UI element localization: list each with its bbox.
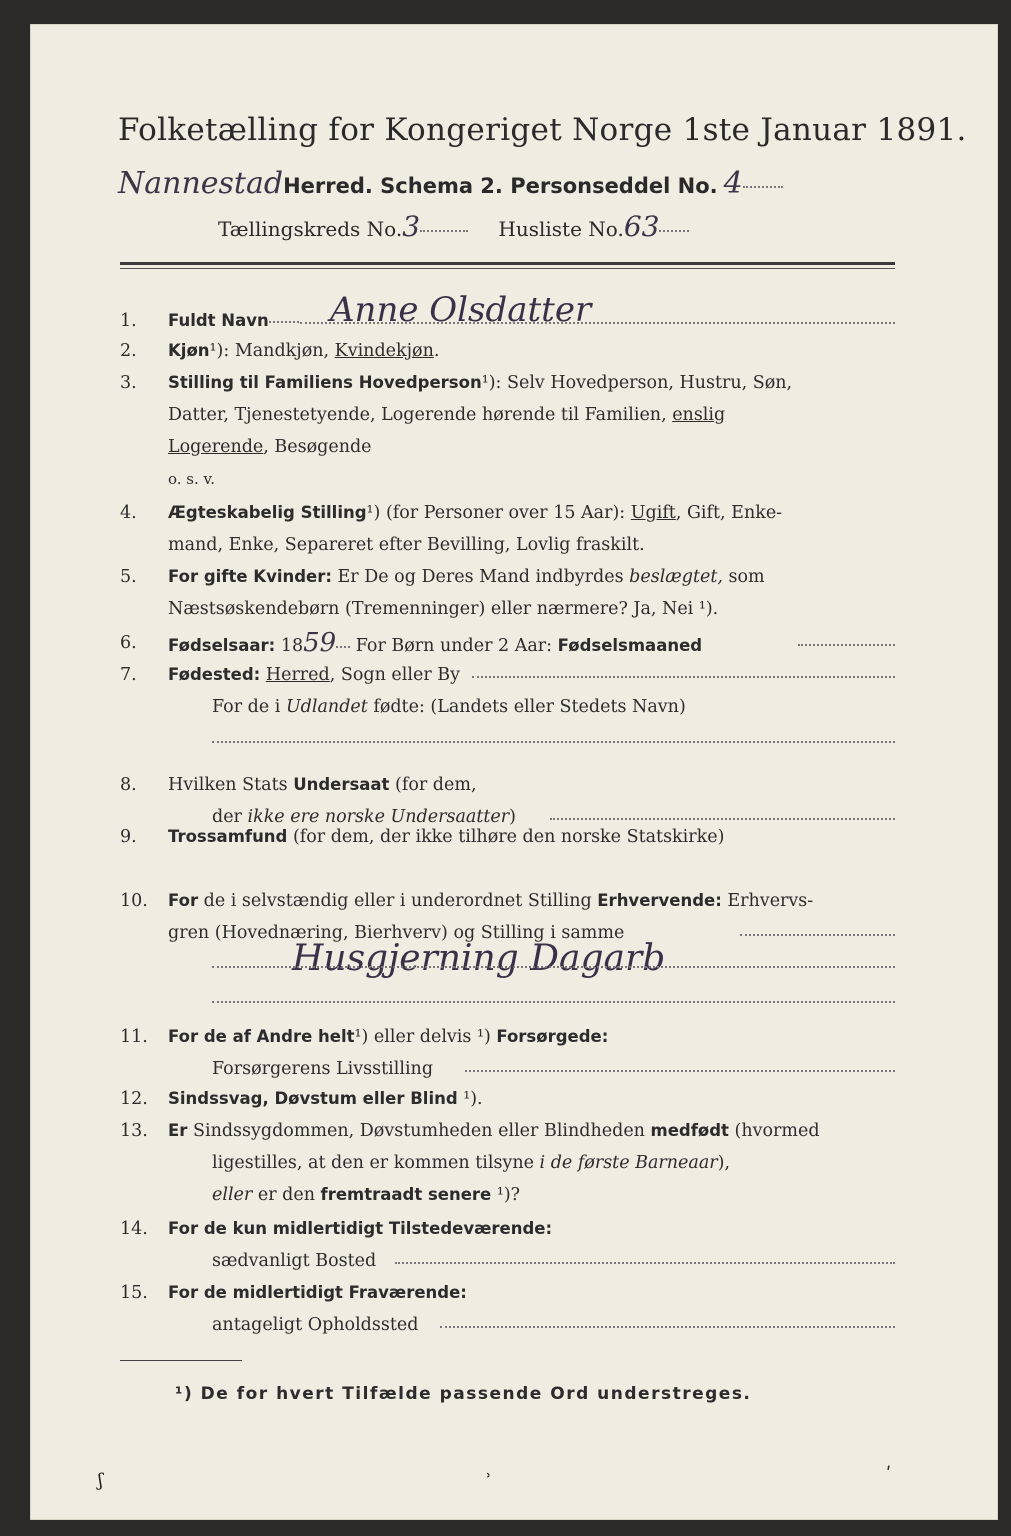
- full-name-line: [300, 322, 895, 324]
- item-text: (for dem,: [389, 775, 477, 795]
- item-label: For: [168, 891, 199, 910]
- item-label: Erhvervende:: [597, 891, 722, 910]
- item-text: For Børn under 2 Aar:: [350, 636, 558, 656]
- item-text: Datter, Tjenestetyende, Logerende hørende til Familien,: [168, 405, 673, 425]
- item-number: 9.: [120, 827, 137, 847]
- item-label: Er: [168, 1121, 188, 1140]
- item-text: (hvormed: [728, 1121, 820, 1141]
- item-label: For gifte Kvinder:: [168, 567, 332, 586]
- item-number: 3.: [120, 373, 137, 393]
- tellingskreds-label: Tællingskreds No.: [218, 217, 403, 241]
- item-text: antageligt Opholdssted: [212, 1315, 419, 1335]
- selected-option: Ugift: [630, 503, 676, 523]
- birth-year-handwritten: 59: [303, 628, 337, 658]
- tellingskreds-number: 3: [402, 210, 421, 243]
- husliste-label: Husliste No.: [498, 217, 624, 241]
- item-text: Hvilken Stats: [168, 775, 288, 795]
- item-label: For de midlertidigt Fraværende:: [168, 1283, 467, 1302]
- item-text: ikke ere norske Undersaatter: [247, 807, 510, 827]
- item-text: Udlandet: [285, 697, 368, 717]
- item-text: ¹)?: [491, 1185, 521, 1205]
- item-number: 14.: [120, 1219, 148, 1239]
- item-text: Næstsøskendebørn (Tremenninger) eller nærmere? Ja, Nei ¹).: [168, 599, 719, 619]
- dotted-fill: [420, 230, 468, 232]
- item-number: 10.: [120, 891, 148, 911]
- birthplace-line: [472, 676, 895, 678]
- item-text: (for dem, der ikke tilhøre den norske Statskirke): [287, 827, 725, 847]
- item-label: For de kun midlertidigt Tilstedeværende:: [168, 1219, 553, 1238]
- item-label: Trossamfund: [168, 827, 288, 846]
- footnote-rule: [120, 1360, 242, 1361]
- header-line-herred: [118, 166, 783, 201]
- birth-month-line: [798, 644, 895, 646]
- footnote: ¹) De for hvert Tilfælde passende Ord understreges.: [175, 1384, 752, 1404]
- item-text: ligestilles, at den er kommen tilsyne: [212, 1153, 540, 1173]
- item-label: Fødested:: [168, 665, 261, 684]
- item-label: Fødselsaar:: [168, 636, 276, 655]
- item-text: , Besøgende: [263, 437, 372, 457]
- item-text: ¹): Selv Hovedperson, Hustru, Søn,: [481, 373, 793, 393]
- foreign-birthplace-line: [212, 741, 895, 743]
- corner-mark-left: ʃ: [98, 1470, 103, 1491]
- item-number: 5.: [120, 567, 137, 587]
- item-text: fødte: (Landets eller Stedets Navn): [367, 697, 686, 717]
- selected-option: Kvindekjøn: [334, 341, 434, 361]
- occupation-line-1: [740, 934, 895, 936]
- item-text: mand, Enke, Separeret efter Bevilling, Lovlig fraskilt.: [168, 535, 645, 555]
- item-number: 11.: [120, 1027, 148, 1047]
- item-label: Forsørgede:: [496, 1027, 609, 1046]
- item-text: , Gift, Enke-: [675, 503, 783, 523]
- item-label: For de af Andre helt: [168, 1027, 355, 1046]
- item-text: i de første Barneaar: [539, 1153, 718, 1173]
- dotted-fill: [269, 321, 299, 323]
- item-number: 12.: [120, 1089, 148, 1109]
- item-label: Sindssvag, Døvstum eller Blind: [168, 1089, 458, 1108]
- dotted-fill: [336, 646, 350, 648]
- item-text: gren (Hovednæring, Bierhverv) og Stilling i samme: [168, 923, 625, 943]
- item-text: Sindssygdommen, Døvstumheden eller Blindheden: [187, 1121, 651, 1141]
- corner-mark-center: ˒: [486, 1466, 492, 1487]
- item-number: 6.: [120, 633, 137, 653]
- herred-handwritten: Nannestad: [118, 166, 284, 201]
- header-rule-thin: [120, 268, 895, 269]
- selected-option: Logerende: [168, 437, 264, 457]
- item-number: 15.: [120, 1283, 148, 1303]
- item-text: , Sogn eller By: [329, 665, 461, 685]
- personseddel-number: 4: [723, 166, 743, 201]
- item-text: der: [212, 807, 248, 827]
- item-text: er den: [252, 1185, 321, 1205]
- item-label: Kjøn: [168, 341, 210, 360]
- dotted-fill: [743, 186, 783, 188]
- occupation-line-3: [212, 1001, 895, 1003]
- item-text: ¹): Mandkjøn,: [209, 341, 335, 361]
- item-text: Erhvervs-: [721, 891, 814, 911]
- item-text: Er De og Deres Mand indbyrdes: [331, 567, 630, 587]
- item-label: fremtraadt senere: [320, 1185, 492, 1204]
- full-name-handwritten: Anne Olsdatter: [330, 290, 592, 330]
- citizenship-line: [550, 818, 895, 820]
- item-label: Fødselsmaaned: [557, 636, 703, 655]
- item-text: ¹) (for Personer over 15 Aar):: [366, 503, 631, 523]
- item-text: o. s. v.: [168, 470, 215, 488]
- item-text: som: [722, 567, 765, 587]
- header-rule-thick: [120, 262, 895, 265]
- selected-option: Herred: [265, 665, 330, 685]
- item-number: 2.: [120, 341, 137, 361]
- item-text: beslægtet,: [629, 567, 723, 587]
- item-text: For de i: [212, 697, 286, 717]
- item-text: de i selvstændig eller i underordnet Stilling: [198, 891, 598, 911]
- item-text: ): [509, 807, 516, 827]
- residence-line: [395, 1262, 895, 1264]
- item-text: ¹).: [457, 1089, 483, 1109]
- item-label: Stilling til Familiens Hovedperson: [168, 373, 482, 392]
- item-number: 8.: [120, 775, 137, 795]
- form-title: Folketælling for Kongeriget Norge 1ste Januar 1891.: [118, 112, 967, 148]
- dotted-fill: [659, 230, 689, 232]
- item-text: sædvanligt Bosted: [212, 1251, 377, 1271]
- item-text: eller: [212, 1185, 253, 1205]
- item-text: 18: [275, 636, 304, 656]
- header-line-kreds: [218, 210, 689, 243]
- item-label: Fuldt Navn: [168, 311, 269, 330]
- item-text: ¹) eller delvis ¹): [354, 1027, 497, 1047]
- selected-option: enslig: [672, 405, 726, 425]
- occupation-handwritten: Husgjerning Dagarb: [292, 938, 666, 979]
- item-label: Undersaat: [293, 775, 390, 794]
- item-number: 1.: [120, 311, 137, 331]
- herred-schema-label: Herred. Schema 2. Personseddel No.: [283, 174, 718, 198]
- corner-mark-right: ʹ: [886, 1464, 892, 1485]
- item-number: 7.: [120, 665, 137, 685]
- stay-line: [440, 1326, 895, 1328]
- occupation-line-2: [212, 966, 895, 968]
- husliste-number: 63: [623, 210, 660, 243]
- item-text: .: [433, 341, 440, 361]
- item-number: 4.: [120, 503, 137, 523]
- item-text: Forsørgerens Livsstilling: [212, 1059, 434, 1079]
- item-text: ),: [717, 1153, 731, 1173]
- provider-line: [465, 1070, 895, 1072]
- item-label: medfødt: [650, 1121, 729, 1140]
- item-label: Ægteskabelig Stilling: [168, 503, 367, 522]
- item-number: 13.: [120, 1121, 148, 1141]
